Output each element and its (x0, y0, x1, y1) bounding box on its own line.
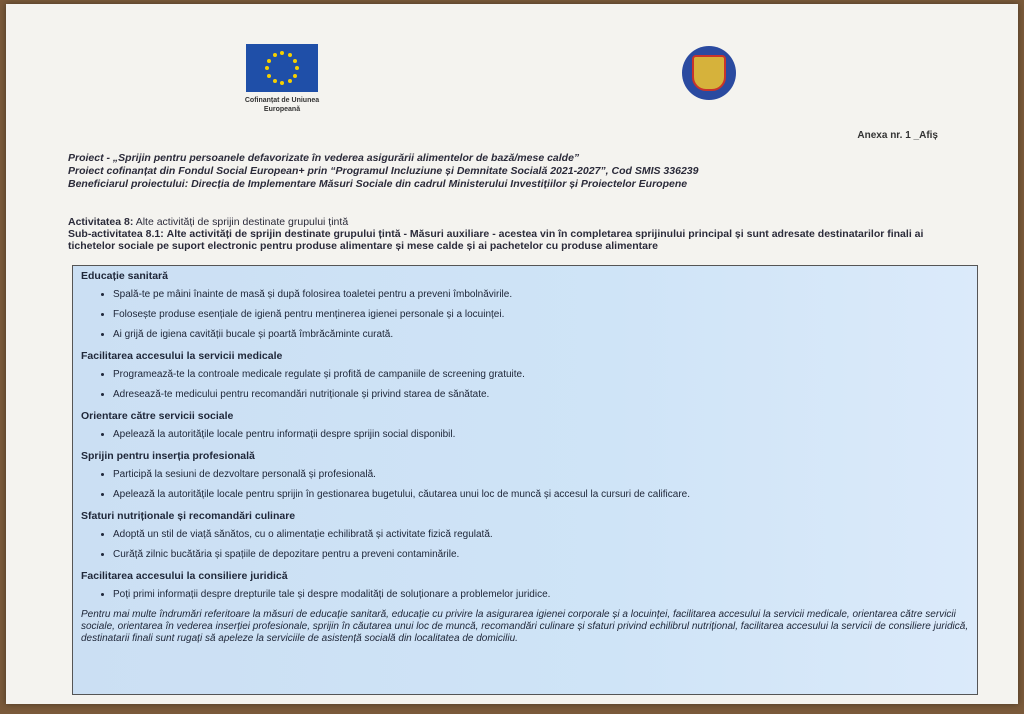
document-page (6, 4, 1018, 704)
star-icon (293, 59, 297, 63)
list-item: • Spală-te pe mâini înainte de masă și după folosirea toaletei pentru a preveni îmbolnăvirile. (113, 285, 969, 305)
section-title: Facilitarea accesului la consiliere juridică (81, 570, 288, 582)
romania-government-logo (682, 46, 736, 100)
section-list (81, 425, 969, 445)
eu-flag-logo (246, 44, 318, 92)
list-item: • Ai grijă de igiena cavității bucale și poartă îmbrăcăminte curată. (113, 325, 969, 345)
section-title: Sprijin pentru inserția profesională (81, 450, 255, 462)
list-item: • Apelează la autoritățile locale pentru sprijin în gestionarea bugetului, căutarea unui loc de muncă și accesul la cursuri de calificare. (113, 485, 969, 505)
project-title: Proiect - „Sprijin pentru persoanele defavorizate în vederea asigurării alimentelor de bază/mese calde” (68, 152, 580, 164)
activity-text: Alte activități de sprijin destinate grupului țintă (135, 216, 349, 228)
list-item: • Curăță zilnic bucătăria și spațiile de depozitare pentru a preveni contaminările. (113, 545, 969, 565)
project-cofinancing: Proiect cofinanțat din Fondul Social European+ prin “Programul Incluziune și Demnitate Socială 2021-2027”, Cod SMIS 336239 (68, 165, 699, 177)
annex-label: Anexa nr. 1 _Afiș (857, 130, 938, 141)
list-item: • Folosește produse esențiale de igienă pentru menținerea igienei personale și a locuinței. (113, 305, 969, 325)
star-icon (295, 66, 299, 70)
activity-info (68, 216, 958, 252)
footer-note: Pentru mai multe îndrumări referitoare la măsuri de educație sanitară, educație cu privire la asigurarea igienei corporale și a locuinței, facilitarea accesului la servicii medicale, orientarea către servicii sociale, orientarea în vederea inserției profesionale, sprijin în căutarea unui loc de muncă, recomandări culinare și sfaturi privind echilibrul nutrițional, facilitarea accesului la servicii de consiliere juridică, destinatarii finali sunt rugați să apeleze la serviciile de asistență socială din localitatea de domiciliu. (81, 609, 969, 644)
project-beneficiary: Beneficiarul proiectului: Direcția de Implementare Măsuri Sociale din cadrul Ministerului Investițiilor și Proiectelor Europene (68, 178, 688, 190)
star-icon (288, 53, 292, 57)
sub-activity-line (68, 228, 958, 252)
list-item: • Adresează-te medicului pentru recomandări nutriționale și privind starea de sănătate. (113, 385, 969, 405)
star-icon (280, 81, 284, 85)
sub-activity-label: Sub-activitatea 8.1: (68, 228, 164, 240)
star-icon (280, 51, 284, 55)
coat-of-arms-icon (692, 55, 726, 91)
star-icon (288, 79, 292, 83)
section-title: Orientare către servicii sociale (81, 410, 234, 422)
sub-activity-text: Alte activități de sprijin destinate grupului țintă - Măsuri auxiliare - acestea vin în completarea sprijinului principal și sunt adresate destinatarilor finali ai tichetelor sociale pe suport electronic pentru produse alimentare și mese calde și ai pachetelor cu produse alimentare (68, 228, 924, 252)
star-icon (273, 53, 277, 57)
activity-line (68, 216, 958, 228)
sections-list (81, 269, 969, 605)
star-icon (265, 66, 269, 70)
section-title: Sfaturi nutriționale și recomandări culinare (81, 510, 296, 522)
section-list (81, 585, 969, 605)
section-list (81, 365, 969, 405)
star-icon (293, 74, 297, 78)
section-title: Educație sanitară (81, 270, 168, 282)
eu-caption: Cofinanțat de Uniunea Europeană (244, 97, 320, 113)
eu-stars-icon (264, 50, 300, 86)
list-item: • Adoptă un stil de viață sănătos, cu o alimentație echilibrată și activitate fizică regulată. (113, 525, 969, 545)
section-list (81, 525, 969, 565)
star-icon (267, 59, 271, 63)
section-list (81, 465, 969, 505)
activity-label: Activitatea 8: (68, 216, 134, 228)
star-icon (273, 79, 277, 83)
section-title: Facilitarea accesului la servicii medicale (81, 350, 283, 362)
list-item: • Apelează la autoritățile locale pentru informații despre sprijin social disponibil. (113, 425, 969, 445)
star-icon (267, 74, 271, 78)
list-item: • Programează-te la controale medicale regulate și profită de campaniile de screening gratuite. (113, 365, 969, 385)
poster-content-box (72, 265, 978, 695)
list-item: • Poți primi informații despre drepturile tale și despre modalități de soluționare a problemelor juridice. (113, 585, 969, 605)
section-list (81, 285, 969, 345)
list-item: • Participă la sesiuni de dezvoltare personală și profesională. (113, 465, 969, 485)
project-info (68, 152, 968, 191)
